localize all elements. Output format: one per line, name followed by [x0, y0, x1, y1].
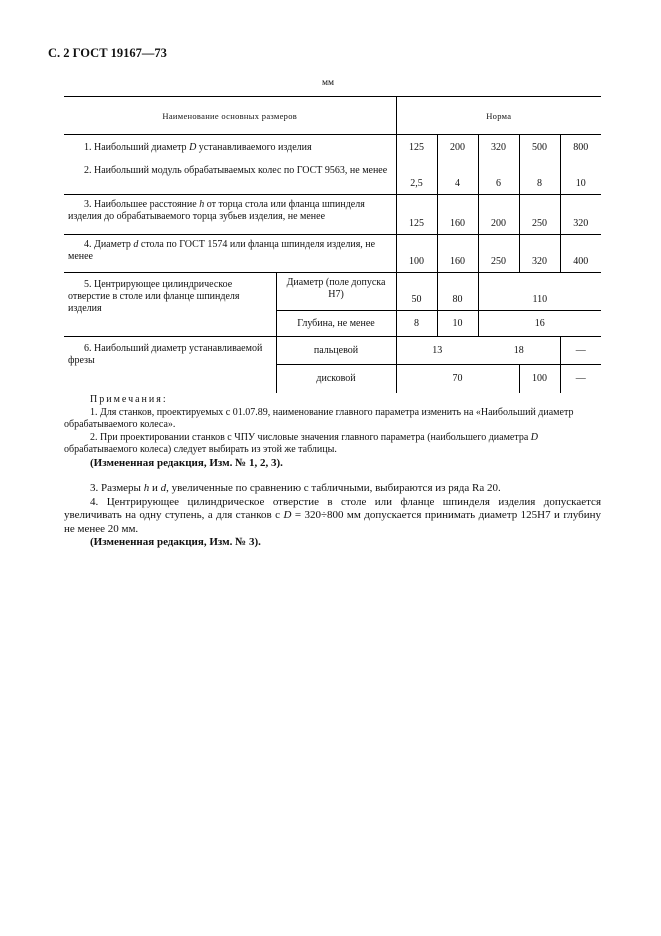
- row3-val-2: 160: [437, 195, 478, 235]
- clause-3: 3. Размеры h и d, увеличенные по сравнению с табличными, выбираются из ряда Ra 20.: [90, 482, 501, 494]
- row6-sub1-label: пальцевой: [276, 337, 396, 365]
- row2-val-3: 6: [478, 161, 519, 195]
- row6-sub2-val-3: —: [560, 365, 601, 393]
- row6-sub1-val-2: 18: [478, 337, 560, 365]
- row5-sub2-val-2: 10: [437, 311, 478, 337]
- row2-val-4: 8: [519, 161, 560, 195]
- row5-sub2-val-1: 8: [396, 311, 437, 337]
- row5-sub1-label: Диаметр (поле допуска Н7): [276, 273, 396, 311]
- row6-sub1-val-3: —: [560, 337, 601, 365]
- page-header: С. 2 ГОСТ 19167—73: [48, 46, 167, 60]
- row3-val-4: 250: [519, 195, 560, 235]
- row5-sub2-val-3: 16: [478, 311, 601, 337]
- row1-val-2: 200: [437, 135, 478, 161]
- row5-sub1-val-1: 50: [396, 273, 437, 311]
- clauses-edit-reference: (Измененная редакция, Изм. № 3).: [90, 536, 261, 548]
- row1-val-1: 125: [396, 135, 437, 161]
- notes-section: [64, 394, 601, 469]
- row4-val-5: 400: [560, 235, 601, 273]
- row2-val-5: 10: [560, 161, 601, 195]
- row5-sub1-val-2: 80: [437, 273, 478, 311]
- row1-val-4: 500: [519, 135, 560, 161]
- col-header-norm: Норма: [396, 97, 601, 135]
- clauses-section: [64, 482, 601, 550]
- row5-sub1-val-3: 110: [478, 273, 601, 311]
- row6-label: 6. Наибольший диаметр устанавливаемой фрезы: [64, 337, 276, 393]
- notes-title: Примечания:: [90, 394, 168, 405]
- row5-sub2-label: Глубина, не менее: [276, 311, 396, 337]
- row1-label: 1. Наибольший диаметр D устанавливаемого изделия: [64, 135, 396, 161]
- row1-val-3: 320: [478, 135, 519, 161]
- row6-sub2-val-2: 100: [519, 365, 560, 393]
- row4-val-4: 320: [519, 235, 560, 273]
- row5-label: 5. Центрирующее цилиндрическое отверстие в столе или фланце шпинделя изделия: [64, 273, 276, 337]
- row3-val-5: 320: [560, 195, 601, 235]
- note-1: 1. Для станков, проектируемых с 01.07.89, наименование главного параметра изменить на «Наибольший диаметр обрабатываемого колеса».: [64, 406, 574, 430]
- row6-sub1-val-1: 13: [396, 337, 478, 365]
- row4-label: 4. Диаметр d стола по ГОСТ 1574 или фланца шпинделя изделия, не менее: [64, 235, 396, 273]
- col-header-name: Наименование основных размеров: [64, 97, 396, 135]
- units-label: мм: [322, 78, 335, 88]
- parameters-table: [64, 96, 601, 393]
- row2-val-1: 2,5: [396, 161, 437, 195]
- row2-label: 2. Наибольший модуль обрабатываемых колес по ГОСТ 9563, не менее: [84, 164, 388, 176]
- clause-4: 4. Центрирующее цилиндрическое отверстие в столе или фланце шпинделя изделия допускается увеличивать на одну ступень, а для станков с D = 320÷800 мм допускается принимать диаметр 125Н7 и глубину не менее 20 мм.: [64, 495, 601, 535]
- row6-sub2-val-1: 70: [396, 365, 519, 393]
- note-2: 2. При проектировании станков с ЧПУ числовые значения главного параметра (наибольшего диаметра D обрабатываемого колеса) следует выбирать из этой же таблицы.: [64, 431, 539, 455]
- row4-val-3: 250: [478, 235, 519, 273]
- row3-val-1: 125: [396, 195, 437, 235]
- notes-edit-reference: (Измененная редакция, Изм. № 1, 2, 3).: [90, 456, 283, 469]
- row4-val-2: 160: [437, 235, 478, 273]
- row1-val-5: 800: [560, 135, 601, 161]
- row4-val-1: 100: [396, 235, 437, 273]
- row3-label: 3. Наибольшее расстояние h от торца стола или фланца шпинделя изделия до обрабатываемого торца зубьев изделия, не менее: [64, 195, 396, 235]
- row2-val-2: 4: [437, 161, 478, 195]
- row3-val-3: 200: [478, 195, 519, 235]
- row6-sub2-label: дисковой: [276, 365, 396, 393]
